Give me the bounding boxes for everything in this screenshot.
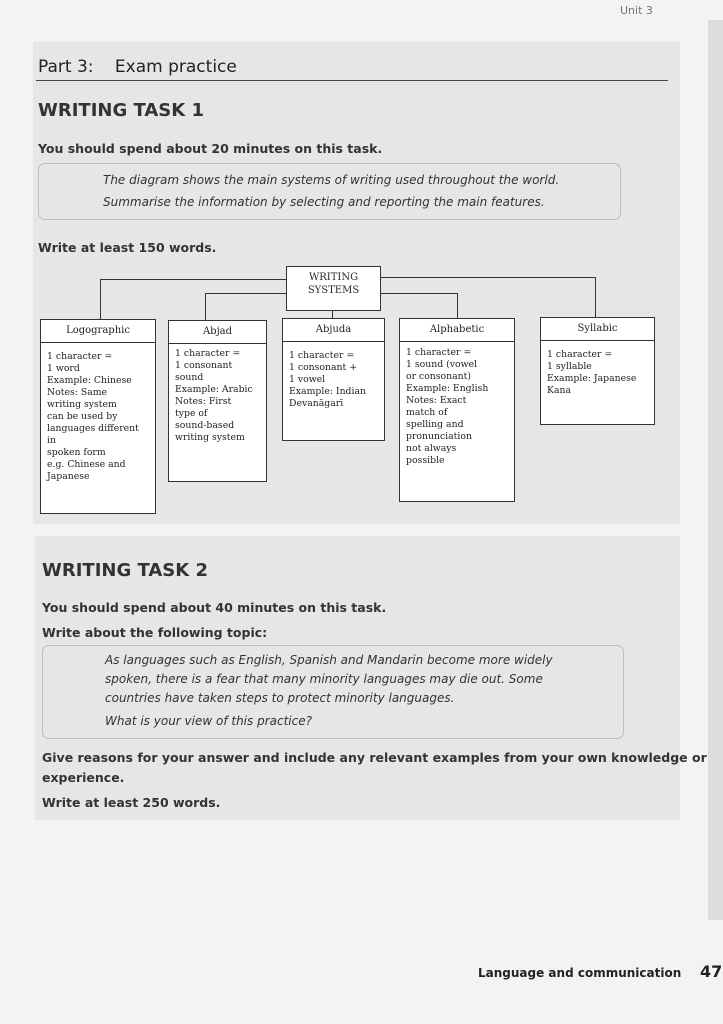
node-title: Alphabetic bbox=[400, 319, 514, 342]
connector bbox=[379, 277, 595, 278]
connector bbox=[100, 279, 286, 280]
part-heading: Exam practice bbox=[114, 57, 237, 77]
connector bbox=[205, 293, 286, 294]
root-label: WRITING SYSTEMS bbox=[307, 272, 360, 296]
node-abjad bbox=[168, 320, 267, 482]
node-text: 1 character = 1 consonant sound Example: Arabic Notes: First type of sound-based writing system bbox=[175, 348, 253, 443]
task2-question: What is your view of this practice? bbox=[105, 714, 312, 728]
task2-topic-intro: Write about the following topic: bbox=[42, 625, 268, 640]
task2-prompt-box bbox=[42, 645, 624, 739]
footer-section: Language and communication bbox=[478, 966, 682, 980]
task2-time: You should spend about 40 minutes on this task. bbox=[42, 600, 387, 615]
task1-time: You should spend about 20 minutes on this task. bbox=[38, 141, 383, 156]
task2-reasons-line1: Give reasons for your answer and include any relevant examples from your own knowledge or bbox=[42, 750, 707, 765]
task1-wordcount: Write at least 150 words. bbox=[38, 240, 217, 255]
node-text: 1 character = 1 syllable Example: Japanese Kana bbox=[547, 349, 637, 396]
task2-prompt-line2: spoken, there is a fear that many minority languages may die out. Some bbox=[105, 672, 543, 686]
task1-title: WRITING TASK 1 bbox=[38, 100, 205, 121]
unit-header: Unit 3 bbox=[620, 4, 653, 17]
node-alphabetic bbox=[399, 318, 515, 502]
connector bbox=[205, 293, 206, 320]
node-text: 1 character = 1 sound (vowel or consonant) Example: English Notes: Exact match of spelling and pronunciation not always possible bbox=[406, 347, 489, 466]
task2-prompt-line3: countries have taken steps to protect minority languages. bbox=[105, 691, 455, 705]
part-title bbox=[38, 57, 237, 77]
node-logographic bbox=[40, 319, 156, 514]
node-title: Abjuda bbox=[283, 319, 384, 342]
task2-title: WRITING TASK 2 bbox=[42, 560, 209, 581]
connector bbox=[595, 277, 596, 317]
task1-prompt-box bbox=[38, 163, 621, 220]
task2-reasons-line2: experience. bbox=[42, 770, 125, 785]
page-edge-shadow bbox=[708, 20, 723, 920]
connector bbox=[457, 293, 458, 318]
title-rule bbox=[36, 80, 668, 81]
page-number: 47 bbox=[700, 962, 723, 981]
diagram-root-node bbox=[286, 266, 381, 311]
node-syllabic bbox=[540, 317, 655, 425]
part-number: Part 3: bbox=[38, 57, 94, 77]
node-title: Abjad bbox=[169, 321, 266, 344]
node-text: 1 character = 1 word Example: Chinese Notes: Same writing system can be used by languages different in spoken form e.g. Chinese and Japanese bbox=[47, 351, 139, 482]
node-text: 1 character = 1 consonant + 1 vowel Example: Indian Devanāgarī bbox=[289, 350, 367, 409]
connector bbox=[100, 279, 101, 319]
node-title: Logographic bbox=[41, 320, 155, 343]
task1-prompt-line2: Summarise the information by selecting and reporting the main features. bbox=[103, 195, 545, 209]
task2-prompt-line1: As languages such as English, Spanish and Mandarin become more widely bbox=[105, 653, 553, 667]
connector bbox=[379, 293, 457, 294]
node-abjuda bbox=[282, 318, 385, 441]
task1-prompt-line1: The diagram shows the main systems of writing used throughout the world. bbox=[103, 173, 560, 187]
node-title: Syllabic bbox=[541, 318, 654, 341]
task2-wordcount: Write at least 250 words. bbox=[42, 795, 221, 810]
